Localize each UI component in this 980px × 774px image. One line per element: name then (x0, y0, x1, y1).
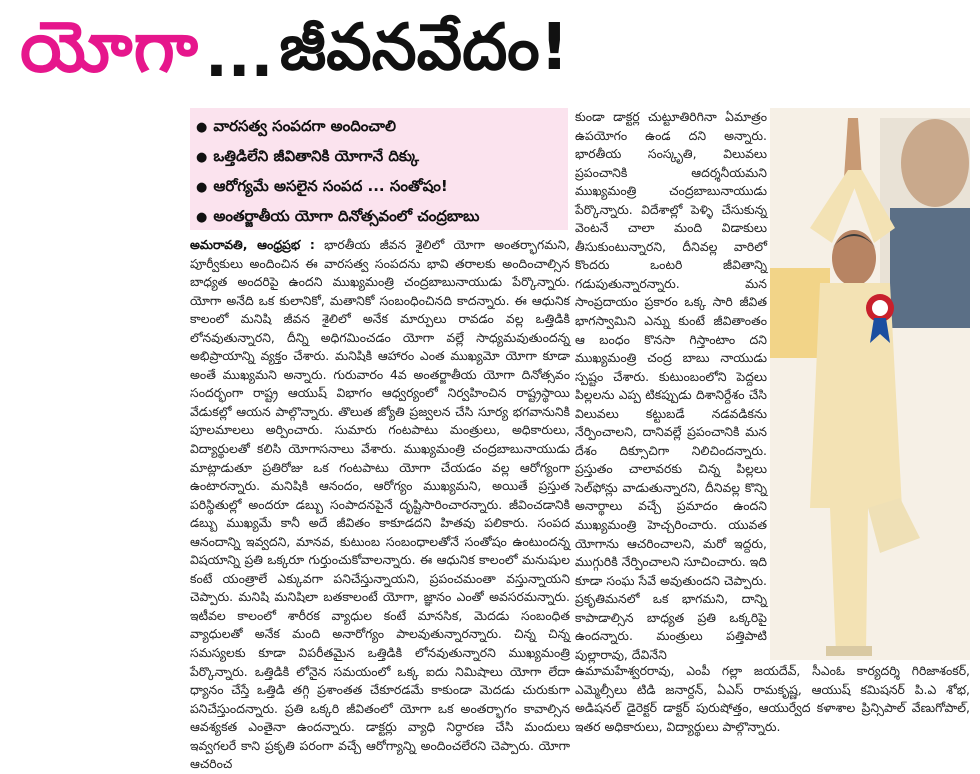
highlights-box (190, 108, 568, 230)
highlight-bullet: ● అంతర్జాతీయ యోగా దినోత్సవంలో చంద్రబాబు (196, 202, 562, 232)
headline-ellipsis: ... (204, 20, 274, 91)
article-column-bottom (575, 662, 970, 736)
dateline: అమరావతి, ఆంధ్రప్రభ : (190, 237, 315, 252)
article-text: భారతీయ జీవన శైలిలో యోగా అంతర్భాగమని, పూర్వీకులు అందించిన ఈ వారసత్వ సంపదను భావి తరాలకు అందించాల్సిన బాధ్యత అందరిపై ఉందని ముఖ్యమంత్రి చంద్రబాబునాయుడు పేర్కొన్నారు. యోగా అనేది ఒక కులానికో, మతానికో సంబంధించినది కాదన్నారు. ఈ ఆధునిక కాలంలో మనిషి జీవన శైలిలో అనేక మార్పులు రావడం వల్ల ఒత్తిడికి లోనవుతున్నారని, దీన్ని అధిగమించడం యోగా వల్లే సాధ్యమవుతుందన్న అభిప్రాయాన్ని వ్యక్తం చేశారు. మనిషికి ఆహారం ఎంత ముఖ్యమో యోగా కూడా అంతే ముఖ్యమని అన్నారు. గురువారం 4వ అంతర్జాతీయ యోగా దినోత్సవం సందర్భంగా రాష్ట్ర ఆయుష్ విభాగం ఆధ్వర్యంలో నిర్వహించిన రాష్ట్రస్థాయి వేడుకల్లో ఆయన పాల్గొన్నారు. తొలుత జ్యోతి ప్రజ్వలన చేసి సూర్య భగవానునికి పూలమాలలు అర్పించారు. సుమారు గంటపాటు మంత్రులు, అధికారులు, విద్యార్థులతో కలిసి యోగాసనాలు వేశారు. ముఖ్యమంత్రి చంద్రబాబునాయుడు మాట్లాడుతూ ప్రతిరోజు ఒక గంటపాటు యోగా చేయడం వల్ల ఆరోగ్యంగా ఉంటారన్నారు. మనిషికి ఆనందం, ఆరోగ్యం ముఖ్యమని, అయితే ప్రస్తుత పరిస్థితుల్లో అందరూ డబ్బు సంపాదనపైనే దృష్టిసారించారన్నారు. జీవించడానికి డబ్బు ముఖ్యమే కానీ అదే జీవితం కాకూడదని హితవు పలికారు. సంపద ఆనందాన్ని ఇవ్వదని, మానవ, కుటుంబ సంబంధాలతోనే సంతోషం ఉంటుందన్న విషయాన్ని ప్రతి ఒక్కరూ గుర్తుంచుకోవాలన్నారు. ఈ ఆధునిక కాలంలో మనుషుల కంటే యంత్రాలే ఎక్కువగా పనిచేస్తున్నాయని, ప్రపంచమంతా వస్తున్నాయని చెప్పారు. మనిషి మనిషిలా బతకాలంటే యోగా, జ్ఞానం ఎంతో అవసరమన్నారు. ఇటీవల కాలంలో శారీరక వ్యాధుల కంటే మానసిక, మెదడు సంబంధిత వ్యాధులతో అనేక మంది అనారోగ్యం పాలవుతున్నారన్నారు. చిన్న చిన్న సమస్యలకు కూడా విపరీతమైన ఒత్తిడికి లోనవుతున్నారని ముఖ్యమంత్రి పేర్కొన్నారు. ఒత్తిడికి లోనైన సమయంలో ఒక్క ఐదు నిమిషాలు యోగా లేదా ధ్యానం చేస్తే ఒత్తిడి తగ్గి ప్రశాంతత చేకూరడమే కాకుండా మెదడు చురుకుగా పనిచేస్తుందన్నారు. ప్రతి ఒక్కరి జీవితంలో యోగా ఒక అంతర్భాగం కావాల్సిన ఆవశ్యకత ఎంతైనా ఉందన్నారు. డాక్టర్లు వ్యాధి నిర్ధారణ చేసి మందులు ఇవ్వగలరే కాని ప్రకృతి పరంగా వచ్చే ఆరోగ్యాన్ని అందించలేరని చెప్పారు. యోగా ఆచరించ (190, 237, 570, 772)
article-text-closing: ఉమామహేశ్వరరావు, ఎంపీ గల్లా జయదేవ్, సీఎంఓ కార్యదర్శి గిరిజాశంకర్, ఎమ్మెల్సీలు టిడి జనార్దన్, ఏఎస్ రామకృష్ణ, ఆయుష్ కమిషనర్ పి.ఎ శోభ, అడిషనల్ డైరెక్టర్ డాక్టర్ పురుషోత్తం, ఆయుర్వేద కళాశాల ప్రిన్సిపాల్ వేణుగోపాల్, ఇతర అధికారులు, విద్యార్థులు పాల్గొన్నారు. (575, 663, 970, 734)
headline-jeevanavedam: జీవనవేదం! (279, 11, 569, 85)
article-text-continued: కుండా డాక్టర్ల చుట్టూతిరిగినా ఏమాత్రం ఉపయోగం ఉండ దని అన్నారు. భారతీయ సంస్కృతి, విలువలు ప్రపంచానికి ఆదర్శనీయమని ముఖ్యమంత్రి చంద్రబాబునాయుడు పేర్కొన్నారు. విదేశాల్లో పెళ్ళి చేసుకున్న వెంటనే చాలా మంది విడాకులు తీసుకుంటున్నారని, దీనివల్ల వారిలో కొందరు ఒంటరి జీవితాన్ని గడుపుతున్నారన్నారు. మన సాంప్రదాయం ప్రకారం ఒక్క సారి జీవిత భాగస్వామిని ఎన్ను కుంటే జీవితాంతం ఆ బంధం కొనసా గిస్తాంటాం దని ముఖ్యమంత్రి చంద్ర బాబు నాయుడు స్పష్టం చేశారు. కుటుంబంలోని పెద్దలు పిల్లలను ఎప్ప టికప్పుడు దిశానిర్దేశం చేసి విలువలు కట్టుబడే నడవడికను నేర్పించాలని, దానివల్లే ప్రపంచానికి మన దేశం దిక్సూచిగా నిలిచిందన్నారు. ప్రస్తుతం చాలావరకు చిన్న పిల్లలు సెల్‌ఫోన్లు వాడుతున్నారని, దీనివల్ల కొన్ని అనార్థాలు వచ్చే ప్రమాదం ఉందని ముఖ్యమంత్రి హెచ్చరించారు. యువత యోగాను ఆచరించాలని, మరో ఇద్దరు, ముగ్గురికి నేర్పించాలని సూచించారు. ఇది కూడా సంఘ సేవే అవుతుందని చెప్పారు. ప్రకృతిమనలో ఒక భాగమని, దాన్ని కాపాడాల్సిన బాధ్యత ప్రతి ఒక్కరిపై ఉందన్నారు. మంత్రులు పత్తిపాటి పుల్లారావు, దేవినేని (575, 109, 767, 662)
yoga-pose-photo (770, 108, 970, 660)
highlight-bullet: ● ఒత్తిడిలేని జీవితానికి యోగానే దిక్కు (196, 142, 562, 172)
headline (20, 6, 960, 102)
headline-yoga: యోగా (20, 6, 199, 88)
yoga-pose-illustration (770, 108, 970, 660)
highlight-bullet: ● వారసత్వ సంపదగా అందించాలి (196, 112, 562, 142)
article-paragraph (190, 236, 570, 774)
article-column-right (575, 108, 767, 664)
highlight-bullet: ● ఆరోగ్యమే అసలైన సంపద ... సంతోషం! (196, 172, 562, 202)
article-column-left (190, 236, 570, 774)
